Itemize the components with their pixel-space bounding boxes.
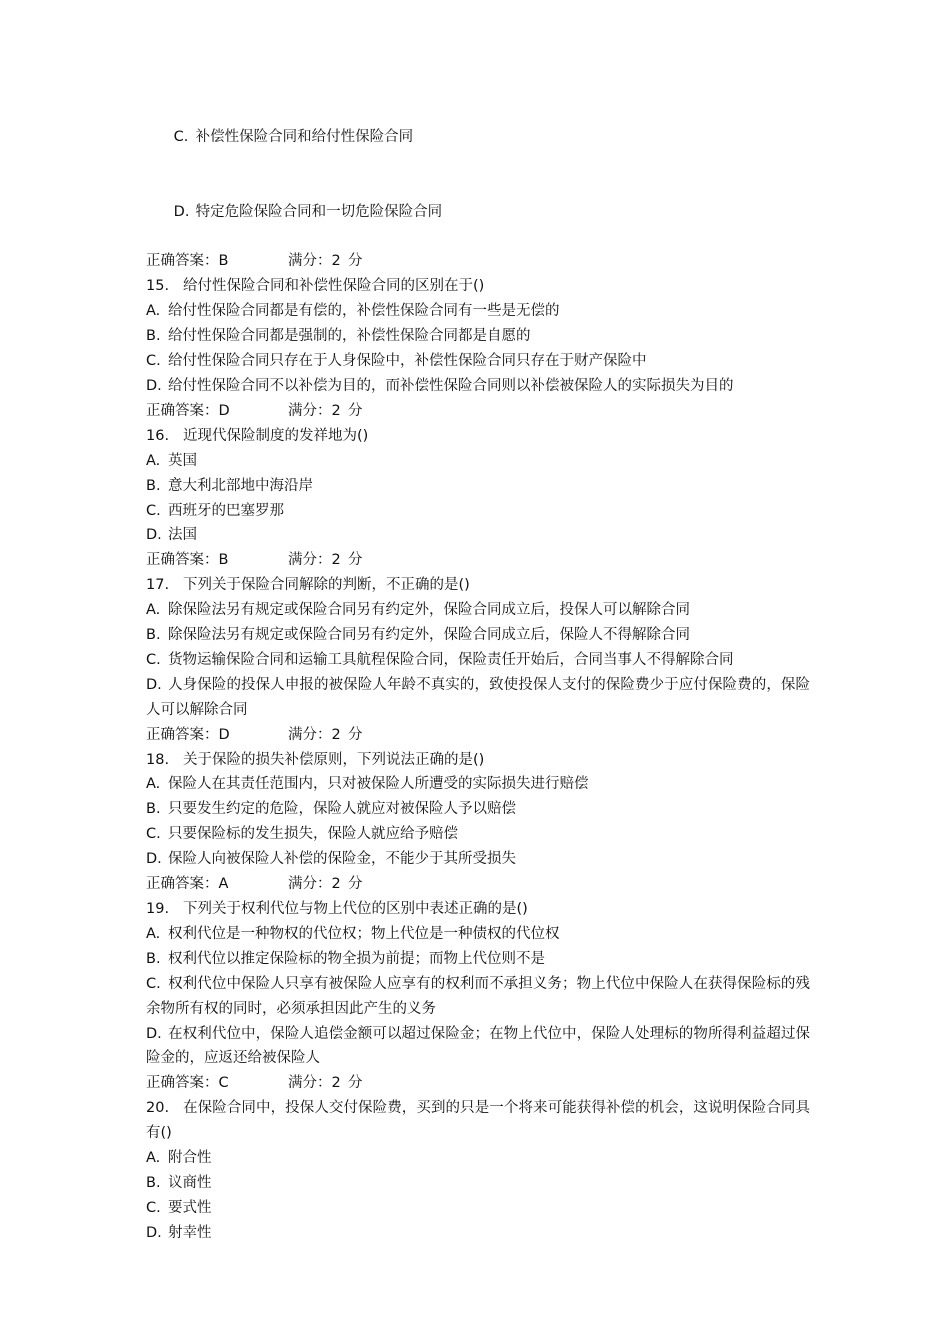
question-number: 15. <box>146 278 170 295</box>
question-stem <box>146 897 810 922</box>
score-unit: 分 <box>348 552 363 569</box>
option-line <box>146 1022 810 1072</box>
question-stem <box>146 573 810 598</box>
option-label: D. <box>146 851 162 868</box>
option-line <box>146 822 810 847</box>
option-line <box>146 947 810 972</box>
option-text: 保险人向被保险人补偿的保险金，不能少于其所受损失 <box>168 851 516 868</box>
question-stem <box>146 424 810 449</box>
option-line <box>146 324 810 349</box>
full-score: 满分：2 <box>288 1075 341 1092</box>
option-text: 西班牙的巴塞罗那 <box>168 502 284 519</box>
option-text: 除保险法另有规定或保险合同另有约定外，保险合同成立后，投保人可以解除合同 <box>168 602 690 619</box>
question-block <box>146 424 810 573</box>
option-text: 给付性保险合同只存在于人身保险中，补偿性保险合同只存在于财产保险中 <box>168 353 647 370</box>
question-number: 20. <box>146 1100 170 1117</box>
document-page <box>146 100 810 1246</box>
option-text: 英国 <box>168 452 197 469</box>
option-label: C. <box>146 651 161 668</box>
full-score: 满分：2 <box>288 253 341 270</box>
option-text: 权利代位以推定保险标的物全损为前提；而物上代位则不是 <box>168 950 545 967</box>
option-label: C. <box>146 353 161 370</box>
question-stem <box>146 1096 810 1146</box>
option-line <box>146 299 810 324</box>
option-line <box>146 349 810 374</box>
option-label: D. <box>146 1025 162 1042</box>
option-line <box>146 1196 810 1221</box>
option-text: 权利代位中保险人只享有被保险人应享有的权利而不承担义务；物上代位中保险人在获得保险标的残余物所有权的同时，必须承担因此产生的义务 <box>146 975 810 1017</box>
option-text: 权利代位是一种物权的代位权；物上代位是一种债权的代位权 <box>168 925 560 942</box>
option-line <box>146 449 810 474</box>
score-unit: 分 <box>348 402 363 419</box>
option-label: C. <box>146 975 161 992</box>
option-text: 在权利代位中，保险人追偿金额可以超过保险金；在物上代位中，保险人处理标的物所得利益超过保险金的，应返还给被保险人 <box>146 1025 810 1067</box>
option-text: 货物运输保险合同和运输工具航程保险合同，保险责任开始后，合同当事人不得解除合同 <box>168 651 734 668</box>
option-text: 法国 <box>168 527 197 544</box>
option-line <box>146 374 810 399</box>
answer-line <box>146 249 810 274</box>
option-text: 给付性保险合同都是强制的，补偿性保险合同都是自愿的 <box>168 328 531 345</box>
option-label: D. <box>146 377 162 394</box>
option-label: A. <box>146 925 161 942</box>
option-text: 给付性保险合同都是有偿的，补偿性保险合同有一些是无偿的 <box>168 303 560 320</box>
option-text: 保险人在其责任范围内，只对被保险人所遭受的实际损失进行赔偿 <box>168 776 589 793</box>
option-label: A. <box>146 452 161 469</box>
option-label: C. <box>146 502 161 519</box>
option-text: 只要发生约定的危险，保险人就应对被保险人予以赔偿 <box>168 801 516 818</box>
option-label: D. <box>146 676 162 693</box>
option-line <box>146 1171 810 1196</box>
answer-line <box>146 723 810 748</box>
option-label: A. <box>146 776 161 793</box>
question-text: 下列关于权利代位与物上代位的区别中表述正确的是() <box>183 901 528 917</box>
option-label: C. <box>146 826 161 843</box>
option-text: 特定危险保险合同和一切危险保险合同 <box>195 203 443 220</box>
option-text: 只要保险标的发生损失，保险人就应给予赔偿 <box>168 826 458 843</box>
question-number: 18. <box>146 751 170 768</box>
option-label: A. <box>146 602 161 619</box>
option-line <box>146 499 810 524</box>
option-text: 除保险法另有规定或保险合同另有约定外，保险合同成立后，保险人不得解除合同 <box>168 627 690 644</box>
score-unit: 分 <box>348 876 363 893</box>
option-line <box>146 1146 810 1171</box>
correct-answer: 正确答案：D <box>146 726 230 743</box>
question-text: 下列关于保险合同解除的判断，不正确的是() <box>183 577 470 594</box>
option-line <box>146 673 810 723</box>
option-line <box>146 474 810 499</box>
question-text: 给付性保险合同和补偿性保险合同的区别在于() <box>183 278 485 295</box>
option-label: B. <box>146 627 161 644</box>
option-text: 射幸性 <box>168 1224 212 1241</box>
question-block <box>146 897 810 1096</box>
option-line <box>146 648 810 673</box>
option-line <box>146 972 810 1022</box>
score-unit: 分 <box>348 726 363 743</box>
question-number: 19. <box>146 901 170 917</box>
answer-line <box>146 1071 810 1096</box>
correct-answer: 正确答案：D <box>146 402 230 419</box>
option-text: 补偿性保险合同和给付性保险合同 <box>195 128 414 145</box>
answer-line <box>146 548 810 573</box>
question-block <box>146 748 810 897</box>
score-unit: 分 <box>348 1075 363 1092</box>
correct-answer: 正确答案：C <box>146 1075 229 1092</box>
option-line <box>146 175 810 250</box>
answer-line <box>146 872 810 897</box>
option-label: C. <box>173 128 189 145</box>
option-label: B. <box>146 801 161 818</box>
option-text: 意大利北部地中海沿岸 <box>168 477 313 494</box>
option-text: 议商性 <box>168 1174 212 1191</box>
option-line <box>146 523 810 548</box>
correct-answer: 正确答案：B <box>146 552 229 569</box>
option-line <box>146 847 810 872</box>
option-line <box>146 623 810 648</box>
option-line <box>146 598 810 623</box>
option-label: B. <box>146 1174 161 1191</box>
question-block <box>146 1096 810 1245</box>
correct-answer: 正确答案：A <box>146 876 229 893</box>
option-line <box>146 100 810 175</box>
option-text: 给付性保险合同不以补偿为目的，而补偿性保险合同则以补偿被保险人的实际损失为目的 <box>168 377 734 394</box>
option-text: 要式性 <box>168 1199 212 1216</box>
question-text: 在保险合同中，投保人交付保险费，买到的只是一个将来可能获得补偿的机会，这说明保险合同具有() <box>146 1100 810 1142</box>
option-line <box>146 922 810 947</box>
score-unit: 分 <box>348 253 363 270</box>
question-block <box>146 573 810 747</box>
option-label: A. <box>146 1150 161 1167</box>
option-label: B. <box>146 950 161 967</box>
option-line <box>146 772 810 797</box>
question-text: 近现代保险制度的发祥地为() <box>183 427 369 444</box>
question-list <box>146 274 810 1245</box>
full-score: 满分：2 <box>288 402 341 419</box>
option-line <box>146 797 810 822</box>
question-stem <box>146 274 810 299</box>
option-text: 附合性 <box>168 1150 212 1167</box>
option-label: D. <box>173 203 190 220</box>
question-block <box>146 274 810 423</box>
full-score: 满分：2 <box>288 876 341 893</box>
question-number: 16. <box>146 427 170 444</box>
answer-line <box>146 399 810 424</box>
leading-options <box>146 100 810 274</box>
option-label: B. <box>146 328 161 345</box>
option-label: D. <box>146 1224 162 1241</box>
option-line <box>146 1221 810 1246</box>
option-label: D. <box>146 527 162 544</box>
question-text: 关于保险的损失补偿原则，下列说法正确的是() <box>183 751 485 768</box>
question-stem <box>146 748 810 773</box>
question-number: 17. <box>146 577 170 594</box>
full-score: 满分：2 <box>288 552 341 569</box>
option-label: C. <box>146 1199 161 1216</box>
full-score: 满分：2 <box>288 726 341 743</box>
option-label: A. <box>146 303 161 320</box>
correct-answer: 正确答案：B <box>146 253 229 270</box>
option-label: B. <box>146 477 161 494</box>
option-text: 人身保险的投保人申报的被保险人年龄不真实的，致使投保人支付的保险费少于应付保险费的，保险人可以解除合同 <box>146 676 810 718</box>
